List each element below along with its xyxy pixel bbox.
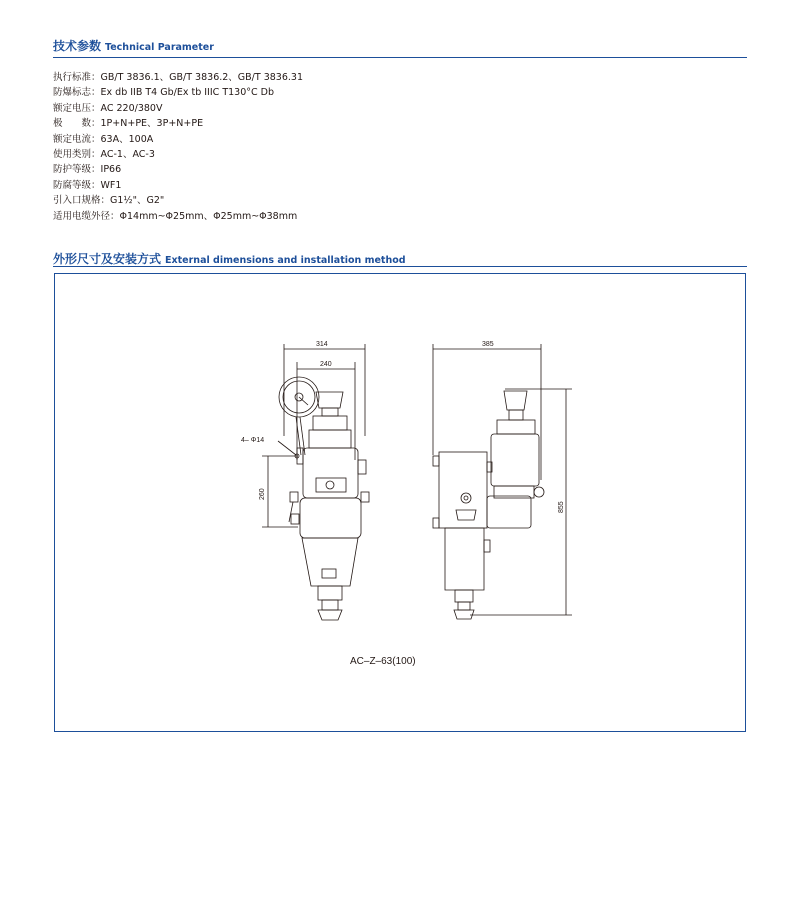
dimensions-title-cn: 外形尺寸及安装方式 (53, 252, 162, 266)
param-label: 适用电缆外径： (53, 210, 120, 222)
tech-title-en: Technical Parameter (105, 42, 214, 53)
param-label: 防腐等级： (53, 179, 101, 191)
dim-mount-hole: 4– Φ14 (241, 437, 265, 444)
param-value: Ex db IIB T4 Gb/Ex tb IIIC T130°C Db (100, 87, 275, 99)
param-label: 使用类别： (53, 149, 101, 161)
param-value: 1P+N+PE、3P+N+PE (100, 118, 204, 130)
tech-title-cn: 技术参数 (53, 39, 102, 53)
param-label: 防爆标志： (53, 87, 101, 99)
param-value: G1½"、G2" (110, 195, 165, 207)
param-label: 引入口规格： (53, 195, 111, 207)
param-label: 执行标准： (53, 72, 101, 83)
model-label: AC–Z–63(100) (350, 656, 416, 667)
param-label: 防护等级： (53, 164, 101, 176)
param-value: GB/T 3836.1、GB/T 3836.2、GB/T 3836.31 (100, 72, 303, 83)
param-value: AC-1、AC-3 (100, 149, 155, 161)
param-value: 63A、100A (100, 133, 154, 145)
param-label: 额定电流： (53, 133, 101, 145)
dim-height-mount: 260 (259, 488, 266, 500)
param-label: 极 数： (53, 118, 101, 130)
param-value: AC 220/380V (100, 102, 163, 114)
param-value: WF1 (100, 179, 122, 191)
param-label: 额定电压： (53, 102, 101, 114)
dim-depth: 385 (482, 341, 494, 348)
dim-width-total: 314 (316, 341, 328, 348)
param-value: IP66 (100, 164, 122, 176)
param-value: Φ14mm~Φ25mm、Φ25mm~Φ38mm (119, 210, 298, 222)
dim-width-mount: 240 (320, 361, 332, 368)
dimensions-title-en: External dimensions and installation method (165, 255, 406, 266)
dim-height-total: 855 (558, 501, 565, 513)
